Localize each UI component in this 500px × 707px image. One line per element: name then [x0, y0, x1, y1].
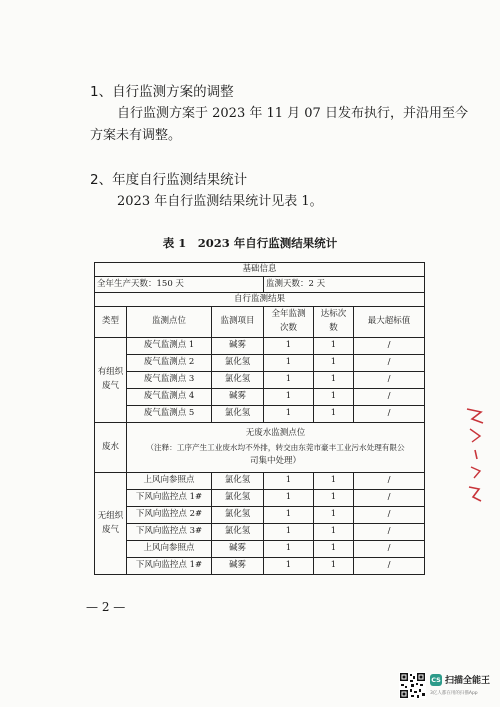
table-row-max: / — [354, 490, 425, 507]
table-row-count: 1 — [264, 507, 314, 524]
section-1-paragraph-line-2: 方案未有调整。 — [90, 128, 182, 143]
table-row-standard: 1 — [314, 372, 354, 389]
table-row-point: 废气监测点 1 — [127, 338, 212, 355]
table-row-count: 1 — [264, 338, 314, 355]
organized-gas-type: 有组织 废气 — [95, 338, 127, 423]
section-2-paragraph: 2023 年自行监测结果统计见表 1。 — [117, 194, 323, 209]
table-row-item: 氯化氢 — [212, 524, 264, 541]
table-row-max: / — [354, 372, 425, 389]
table-row-item: 氯化氢 — [212, 507, 264, 524]
table-row-item: 碱雾 — [212, 541, 264, 558]
table-row-max: / — [354, 541, 425, 558]
table-row-max: / — [354, 524, 425, 541]
table-row-max: / — [354, 406, 425, 423]
table-row-point: 下风向监控点 2# — [127, 507, 212, 524]
table-row-count: 1 — [264, 372, 314, 389]
camscanner-logo-icon: CS — [431, 676, 441, 684]
table-row-item: 碱雾 — [212, 338, 264, 355]
section-2-heading: 2、年度自行监测结果统计 — [90, 172, 248, 188]
table-row-point: 废气监测点 3 — [127, 372, 212, 389]
table-row-standard: 1 — [314, 507, 354, 524]
table-row-count: 1 — [264, 389, 314, 406]
table-row-count: 1 — [264, 490, 314, 507]
header-standard: 达标次 数 — [314, 307, 354, 338]
table-row-max: / — [354, 338, 425, 355]
table-row-item: 碱雾 — [212, 558, 264, 575]
table-row-point: 废气监测点 4 — [127, 389, 212, 406]
wastewater-note: 无废水监测点位 （注释：工序产生工业废水均不外排，转交由东莞市豪丰工业污水处理有限公 司集中处理） — [127, 423, 425, 473]
table-row-standard: 1 — [314, 490, 354, 507]
scanner-slogan: 3亿人都在用的扫描App — [430, 691, 478, 696]
table-row-point: 废气监测点 2 — [127, 355, 212, 372]
header-point: 监测点位 — [127, 307, 212, 338]
table-row-max: / — [354, 389, 425, 406]
scanner-watermark — [430, 673, 498, 701]
table-row-count: 1 — [264, 558, 314, 575]
table-row-item: 氯化氢 — [212, 406, 264, 423]
table-row-standard: 1 — [314, 389, 354, 406]
red-seal-stamp-edge — [461, 405, 487, 505]
header-count: 全年监测 次数 — [264, 307, 314, 338]
table-row-item: 氯化氢 — [212, 490, 264, 507]
results-title: 自行监测结果 — [95, 293, 425, 307]
table-row-point: 上风向参照点 — [127, 541, 212, 558]
table-row-standard: 1 — [314, 541, 354, 558]
wastewater-type: 废水 — [95, 423, 127, 473]
header-type: 类型 — [95, 307, 127, 338]
table-row-point: 下风向监控点 1# — [127, 490, 212, 507]
table-row-count: 1 — [264, 355, 314, 372]
basic-info-title: 基础信息 — [95, 263, 425, 277]
table-row-count: 1 — [264, 473, 314, 490]
table-row-point: 上风向参照点 — [127, 473, 212, 490]
table-row-standard: 1 — [314, 473, 354, 490]
table-row-max: / — [354, 558, 425, 575]
table-row-max: / — [354, 507, 425, 524]
table-row-standard: 1 — [314, 338, 354, 355]
table-row-max: / — [354, 355, 425, 372]
production-days: 全年生产天数：150 天 — [95, 277, 264, 293]
section-1-heading: 1、自行监测方案的调整 — [90, 84, 234, 100]
table-row-standard: 1 — [314, 355, 354, 372]
header-max-exceed: 最大超标值 — [354, 307, 425, 338]
table-row-count: 1 — [264, 541, 314, 558]
table-row-item: 氯化氢 — [212, 372, 264, 389]
table-caption: 表 1 2023 年自行监测结果统计 — [162, 236, 338, 250]
qr-code-icon — [399, 672, 426, 699]
scanner-app-name: 扫描全能王 — [445, 676, 491, 686]
table-row-standard: 1 — [314, 524, 354, 541]
table-row-item: 氯化氢 — [212, 355, 264, 372]
table-row-item: 碱雾 — [212, 389, 264, 406]
table-row-standard: 1 — [314, 558, 354, 575]
table-row-count: 1 — [264, 406, 314, 423]
table-row-count: 1 — [264, 524, 314, 541]
header-item: 监测项目 — [212, 307, 264, 338]
monitoring-results-table — [94, 262, 425, 575]
table-row-max: / — [354, 473, 425, 490]
table-row-point: 下风向监控点 1# — [127, 558, 212, 575]
table-row-point: 下风向监控点 3# — [127, 524, 212, 541]
table-row-standard: 1 — [314, 406, 354, 423]
page-number: — 2 — — [86, 600, 126, 614]
table-row-item: 氯化氢 — [212, 473, 264, 490]
section-1-paragraph-line-1: 自行监测方案于 2023 年 11 月 07 日发布执行，并沿用至今 — [117, 106, 468, 121]
monitoring-days: 监测天数：2 天 — [264, 277, 425, 293]
unorganized-gas-type: 无组织 废气 — [95, 473, 127, 575]
table-row-point: 废气监测点 5 — [127, 406, 212, 423]
